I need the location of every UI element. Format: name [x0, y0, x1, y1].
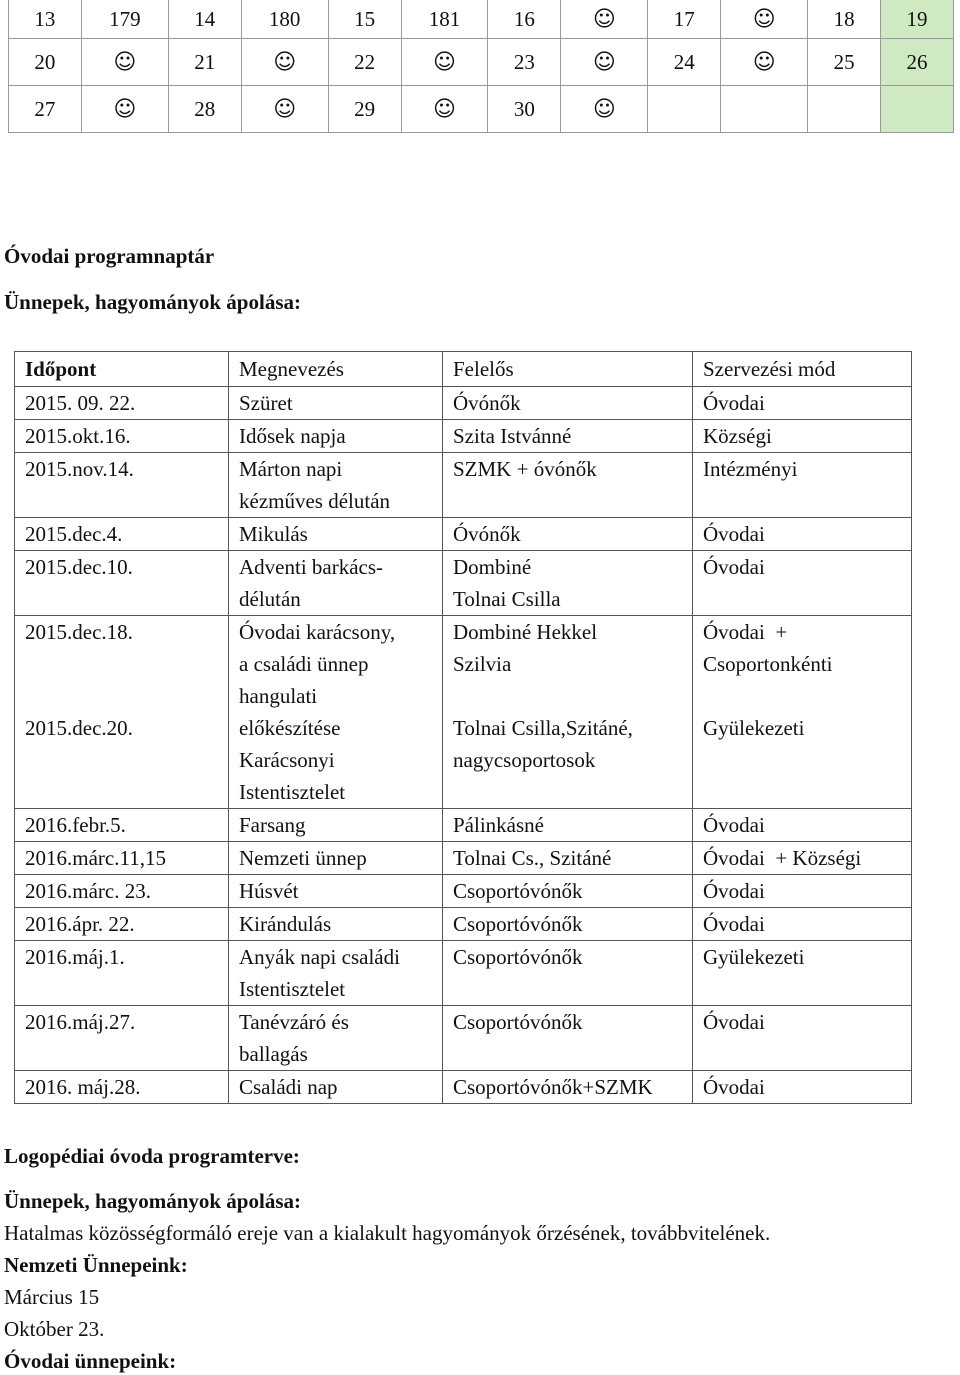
table-row [15, 387, 912, 420]
table-cell: Tolnai Cs., Szitáné [443, 842, 693, 875]
calendar-cell-text: 22 [354, 49, 376, 74]
calendar-cell [488, 0, 561, 39]
calendar-cell [721, 39, 808, 86]
calendar-cell [241, 39, 328, 86]
calendar-cell [721, 0, 808, 39]
calendar-cell [9, 86, 82, 133]
table-row [15, 908, 912, 941]
calendar-cell [488, 39, 561, 86]
calendar-cell-text: 29 [354, 96, 376, 121]
calendar-cell [808, 0, 881, 39]
column-header: Szervezési mód [693, 352, 912, 387]
calendar-cell-text: 27 [34, 96, 56, 121]
table-cell: Óvodai [693, 809, 912, 842]
calendar-cell [721, 86, 808, 133]
calendar-cell-text: 20 [34, 49, 56, 74]
table-cell: Intézményi [693, 453, 912, 518]
section-title: Óvodai programnaptár [4, 244, 215, 268]
table-cell: Szüret [229, 387, 443, 420]
calendar-cell [561, 86, 648, 133]
table-cell: Óvodai karácsony, a családi ünnep hangulati előkészítése Karácsonyi Istentisztelet [229, 616, 443, 809]
calendar-row [9, 39, 954, 86]
traditions-paragraph: Hatalmas közösségformáló ereje van a kialakult hagyományok őrzésének, továbbvitelének. [4, 1221, 771, 1245]
calendar-cell [168, 86, 241, 133]
table-cell: Óvodai [693, 551, 912, 616]
table-cell: Mikulás [229, 518, 443, 551]
calendar-cell-text: 181 [428, 6, 461, 31]
table-cell: Tanévzáró és ballagás [229, 1006, 443, 1071]
table-cell: Márton napi kézműves délután [229, 453, 443, 518]
table-cell: Farsang [229, 809, 443, 842]
smiley-icon: ☺ [752, 49, 776, 75]
program-table [14, 351, 912, 1104]
kindergarten-holidays-title: Óvodai ünnepeink: [4, 1349, 177, 1373]
column-header: Időpont [15, 352, 229, 387]
table-cell: Óvodai [693, 1006, 912, 1071]
table-cell: Óvodai + Községi [693, 842, 912, 875]
program-table-body [15, 352, 912, 1104]
calendar-cell [328, 39, 401, 86]
calendar-cell [488, 86, 561, 133]
table-cell: 2015.dec.18. 2015.dec.20. [15, 616, 229, 809]
calendar-cell-text: 14 [194, 6, 216, 31]
calendar-row [9, 86, 954, 133]
calendar-cell [9, 39, 82, 86]
table-cell: Kirándulás [229, 908, 443, 941]
calendar-cell-text: 24 [673, 49, 695, 74]
table-row [15, 809, 912, 842]
calendar-cell-text: 30 [513, 96, 535, 121]
table-cell: 2015. 09. 22. [15, 387, 229, 420]
calendar-cell [81, 39, 168, 86]
calendar-cell [241, 86, 328, 133]
calendar-cell-text: 23 [513, 49, 535, 74]
calendar-cell [401, 39, 488, 86]
table-cell: Adventi barkács- délután [229, 551, 443, 616]
smiley-icon: ☺ [113, 96, 137, 122]
calendar-cell [401, 0, 488, 39]
calendar-cell [81, 0, 168, 39]
table-cell: Óvodai [693, 908, 912, 941]
calendar-cell-text: 19 [906, 6, 928, 31]
table-cell: Községi [693, 420, 912, 453]
table-cell: Óvodai [693, 1071, 912, 1104]
table-cell: 2015.nov.14. [15, 453, 229, 518]
calendar-cell [808, 39, 881, 86]
traditions-title: Ünnepek, hagyományok ápolása: [4, 1189, 301, 1213]
calendar-cell [241, 0, 328, 39]
table-cell: Óvodai [693, 875, 912, 908]
smiley-icon: ☺ [433, 49, 456, 75]
calendar-cell [648, 86, 721, 133]
calendar-cell-text: 180 [268, 6, 301, 31]
table-cell: Nemzeti ünnep [229, 842, 443, 875]
table-row [15, 616, 912, 809]
calendar-row [9, 0, 954, 39]
smiley-icon: ☺ [433, 96, 456, 122]
calendar-cell-highlight [881, 86, 954, 133]
table-cell: 2015.dec.4. [15, 518, 229, 551]
calendar-cell [561, 39, 648, 86]
smiley-icon: ☺ [592, 6, 616, 32]
table-row [15, 453, 912, 518]
table-cell: 2016.febr.5. [15, 809, 229, 842]
calendar-cell [648, 39, 721, 86]
calendar-body [9, 0, 954, 133]
table-cell: Csoportóvónők [443, 875, 693, 908]
table-cell: 2016.máj.27. [15, 1006, 229, 1071]
calendar-cell [168, 39, 241, 86]
national-holidays-title: Nemzeti Ünnepeink: [4, 1253, 188, 1277]
calendar-cell [328, 0, 401, 39]
table-cell: 2016.márc.11,15 [15, 842, 229, 875]
table-cell: 2016.márc. 23. [15, 875, 229, 908]
calendar-table [8, 0, 954, 133]
table-row [15, 1071, 912, 1104]
table-row [15, 941, 912, 1006]
column-header: Felelős [443, 352, 693, 387]
calendar-cell [9, 0, 82, 39]
calendar-cell-text: 28 [194, 96, 216, 121]
calendar-cell [81, 86, 168, 133]
column-header: Megnevezés [229, 352, 443, 387]
table-row [15, 1006, 912, 1071]
table-cell: Csoportóvónők [443, 941, 693, 1006]
table-cell: SZMK + óvónők [443, 453, 693, 518]
calendar-cell-text: 26 [906, 49, 928, 74]
calendar-cell [328, 86, 401, 133]
calendar-cell-text: 17 [673, 6, 695, 31]
calendar-cell-text: 15 [354, 6, 376, 31]
table-cell: Anyák napi családi Istentisztelet [229, 941, 443, 1006]
section-subtitle: Ünnepek, hagyományok ápolása: [4, 290, 301, 314]
table-row [15, 551, 912, 616]
smiley-icon: ☺ [113, 49, 137, 75]
smiley-icon: ☺ [592, 96, 616, 122]
table-cell: Szita Istvánné [443, 420, 693, 453]
calendar-cell-text: 13 [34, 6, 56, 31]
table-cell: Óvónők [443, 387, 693, 420]
smiley-icon: ☺ [592, 49, 616, 75]
table-cell: Húsvét [229, 875, 443, 908]
table-row [15, 518, 912, 551]
calendar-cell-text: 18 [833, 6, 855, 31]
calendar-cell-text: 179 [109, 6, 141, 31]
calendar-cell [168, 0, 241, 39]
logopedic-title: Logopédiai óvoda programterve: [4, 1144, 300, 1168]
table-cell: Dombiné Tolnai Csilla [443, 551, 693, 616]
table-cell: Családi nap [229, 1071, 443, 1104]
calendar-cell [648, 0, 721, 39]
calendar-cell-text: 21 [194, 49, 216, 74]
table-cell: Csoportóvónők [443, 908, 693, 941]
table-row [15, 842, 912, 875]
table-cell: 2015.okt.16. [15, 420, 229, 453]
smiley-icon: ☺ [752, 6, 776, 32]
table-cell: 2016. máj.28. [15, 1071, 229, 1104]
table-cell: Óvodai [693, 518, 912, 551]
calendar-cell-text: 16 [513, 6, 535, 31]
table-cell: Óvodai [693, 387, 912, 420]
national-holiday-item: Október 23. [4, 1317, 105, 1341]
table-cell: Pálinkásné [443, 809, 693, 842]
table-cell: Óvónők [443, 518, 693, 551]
smiley-icon: ☺ [273, 49, 297, 75]
table-cell: Csoportóvónők+SZMK [443, 1071, 693, 1104]
table-cell: 2015.dec.10. [15, 551, 229, 616]
national-holiday-item: Március 15 [4, 1285, 100, 1309]
table-row [15, 420, 912, 453]
calendar-cell-highlight [881, 39, 954, 86]
calendar-cell-highlight [881, 0, 954, 39]
calendar-cell [808, 86, 881, 133]
calendar-cell [401, 86, 488, 133]
calendar-cell-text: 25 [833, 49, 855, 74]
table-cell: Idősek napja [229, 420, 443, 453]
smiley-icon: ☺ [273, 96, 297, 122]
table-cell: 2016.máj.1. [15, 941, 229, 1006]
table-row [15, 875, 912, 908]
table-cell: Dombiné Hekkel Szilvia Tolnai Csilla,Szitáné, nagycsoportosok [443, 616, 693, 809]
table-cell: Csoportóvónők [443, 1006, 693, 1071]
calendar-cell [561, 0, 648, 39]
table-cell: Gyülekezeti [693, 941, 912, 1006]
table-cell: Óvodai + Csoportonkénti Gyülekezeti [693, 616, 912, 809]
program-table-header [15, 352, 912, 387]
table-cell: 2016.ápr. 22. [15, 908, 229, 941]
